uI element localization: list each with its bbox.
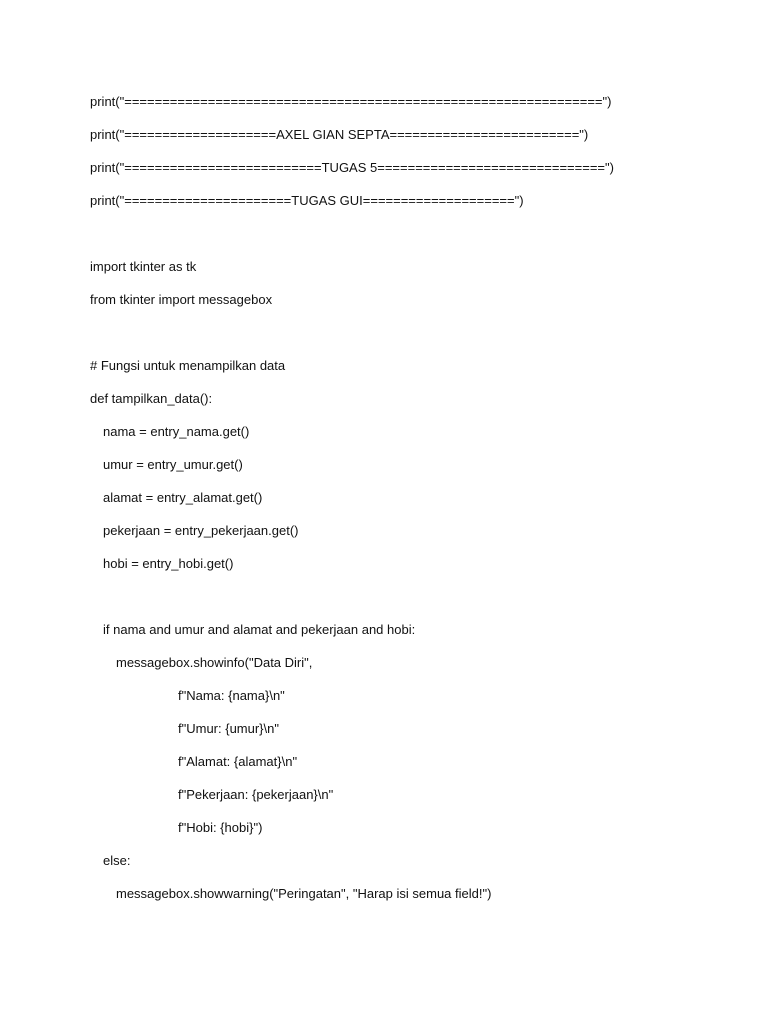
- code-listing: [90, 91, 730, 916]
- nama-format-line: f"Nama: {nama}\n": [178, 688, 285, 703]
- print-task-line: print("==========================TUGAS 5=============================="): [90, 160, 614, 175]
- hobi-format-line: f"Hobi: {hobi}"): [178, 820, 263, 835]
- alamat-assignment-line: alamat = entry_alamat.get(): [103, 490, 263, 505]
- pekerjaan-assignment-line: pekerjaan = entry_pekerjaan.get(): [103, 523, 299, 538]
- alamat-format-line: f"Alamat: {alamat}\n": [178, 754, 298, 769]
- function-definition-line: def tampilkan_data():: [90, 391, 213, 406]
- comment-line: # Fungsi untuk menampilkan data: [90, 358, 286, 373]
- nama-assignment-line: nama = entry_nama.get(): [103, 424, 250, 439]
- print-separator-line: print("==============================================================="): [90, 94, 612, 109]
- print-author-line: print("====================AXEL GIAN SEPTA========================="): [90, 127, 589, 142]
- import-messagebox-line: from tkinter import messagebox: [90, 292, 273, 307]
- showwarning-call-line: messagebox.showwarning("Peringatan", "Harap isi semua field!"): [116, 886, 492, 901]
- hobi-assignment-line: hobi = entry_hobi.get(): [103, 556, 234, 571]
- import-tkinter-line: import tkinter as tk: [90, 259, 197, 274]
- umur-assignment-line: umur = entry_umur.get(): [103, 457, 243, 472]
- blank-line: [90, 586, 730, 619]
- blank-line: [90, 322, 730, 355]
- print-gui-line: print("======================TUGAS GUI===================="): [90, 193, 524, 208]
- umur-format-line: f"Umur: {umur}\n": [178, 721, 279, 736]
- blank-line: [90, 223, 730, 256]
- pekerjaan-format-line: f"Pekerjaan: {pekerjaan}\n": [178, 787, 334, 802]
- if-condition-line: if nama and umur and alamat and pekerjaan and hobi:: [103, 622, 416, 637]
- showinfo-call-line: messagebox.showinfo("Data Diri",: [116, 655, 313, 670]
- else-line: else:: [103, 853, 131, 868]
